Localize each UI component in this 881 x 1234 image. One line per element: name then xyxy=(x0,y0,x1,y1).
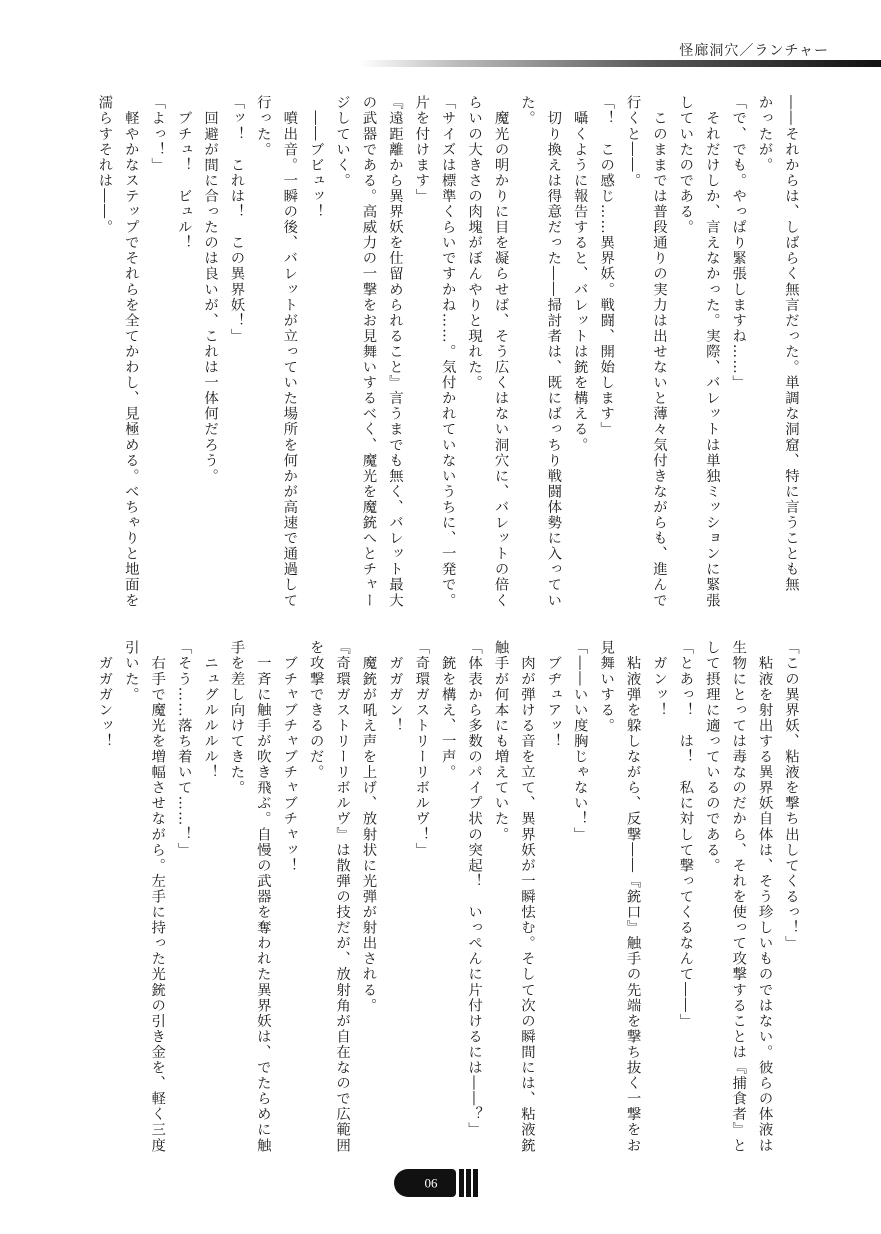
text-line: 濡らすそれは――。 xyxy=(96,95,113,235)
text-line: 右手で魔光を増幅させながら。左手に持った光銃の引き金を、軽く三度 xyxy=(149,640,166,1154)
text-line: ――それからは、しばらく無言だった。単調な洞窟、特に言うことも無 xyxy=(783,95,799,593)
text-line: 「――いい度胸じゃない！」 xyxy=(571,640,588,843)
text-line: ニュグルルルル！ xyxy=(202,640,219,780)
text-line: を攻撃できるのだ。 xyxy=(307,640,324,780)
text-line: 一斉に触手が吹き飛ぶ。自慢の武器を奪われた異界妖は、でたらめに触 xyxy=(254,640,271,1154)
text-line: 軽やかなステップでそれらを全てかわし、見極める。べちゃりと地面を xyxy=(122,95,139,609)
text-line: 「この異界妖、粘液を撃ち出してくるっ！」 xyxy=(783,640,799,951)
text-line: 「奇環ガストリーリボルヴ！」 xyxy=(413,640,430,858)
text-line: 『奇環ガストリーリボルヴ』は散弾の技だが、放射角が自在なので広範囲 xyxy=(334,640,351,1154)
text-line: ジしていく。 xyxy=(334,95,351,189)
text-line: 回避が間に合ったのは良いが、これは一体何だろう。 xyxy=(202,95,219,484)
text-line: 切り換えは得意だった――掃討者は、既にばっちり戦闘体勢に入ってい xyxy=(545,95,562,609)
text-line: 行くと――。 xyxy=(624,95,641,189)
text-line: 粘液弾を躱しながら、反撃――『銃口』触手の先端を撃ち抜く一撃をお xyxy=(624,640,641,1154)
text-line: 『遠距離から異界妖を仕留められること』言うまでも無く、バレット最大 xyxy=(386,95,403,609)
footer-bar xyxy=(473,1169,478,1197)
page-number: 90 xyxy=(424,1176,438,1191)
text-line: 触手が何本にも増えていた。 xyxy=(492,640,509,843)
text-line: た。 xyxy=(518,95,535,127)
text-line: このままでは普段通りの実力は出せないと薄々気付きながらも、進んで xyxy=(650,95,667,609)
text-line: 「で、でも。やっぱり緊張しますね……」 xyxy=(730,95,747,391)
text-line: ――ブビュッ！ xyxy=(307,95,324,220)
text-line: 肉が弾ける音を立て、異界妖が一瞬怯む。そして次の瞬間には、粘液銃 xyxy=(518,640,535,1154)
text-line: 噴出音。一瞬の後、バレットが立っていた場所を何かが高速で通過して xyxy=(281,95,298,609)
text-line: 「ッ！ これは！ この異界妖！」 xyxy=(228,95,245,344)
text-line: していたのである。 xyxy=(677,95,694,235)
text-line: 引いた。 xyxy=(122,640,139,703)
text-line: 「よっ！」 xyxy=(149,95,166,173)
text-line: 片を付けます」 xyxy=(413,95,430,204)
text-block-top xyxy=(84,95,804,610)
header-rule xyxy=(360,60,881,67)
text-line: 粘液を射出する異界妖自体は、そう珍しいものではない。彼らの体液は xyxy=(756,640,773,1154)
running-header-title: 怪廊洞穴／ランチャー xyxy=(679,43,829,59)
text-line: 「体表から多数のパイプ状の突起！ いっぺんに片付けるには――？」 xyxy=(466,640,483,1138)
text-line: 見舞いする。 xyxy=(598,640,615,734)
text-line: ブチャブチャブチャブチャッ！ xyxy=(281,640,298,874)
footer-bar xyxy=(466,1169,471,1197)
text-line: 「サイズは標準くらいですかね……。気付かれていないうちに、一発で。 xyxy=(439,95,456,609)
footer-bar xyxy=(459,1169,464,1197)
text-line: 魔光の明かりに目を凝らせば、そう広くはない洞穴に、バレットの倍く xyxy=(492,95,509,609)
text-line: かったが。 xyxy=(756,95,773,173)
text-line: 「！ この感じ……異界妖。戦闘、開始します」 xyxy=(598,95,615,438)
text-block-bottom xyxy=(84,640,804,1160)
text-line: それだけしか、言えなかった。実際、バレットは単独ミッションに緊張 xyxy=(703,95,720,609)
text-line: らいの大きさの肉塊がぼんやりと現れた。 xyxy=(466,95,483,391)
text-line: 囁くように報告すると、バレットは銃を構える。 xyxy=(571,95,588,453)
text-line: 生物にとっては毒なのだから、それを使って攻撃することは『捕食者』と xyxy=(730,640,747,1154)
text-line: 手を差し向けてきた。 xyxy=(228,640,245,796)
text-line: 行った。 xyxy=(254,95,271,158)
text-line: 「とあっ！ は！ 私に対して撃ってくるなんて――」 xyxy=(677,640,694,1029)
page-footer xyxy=(394,1169,486,1197)
text-line: ガガガンッ！ xyxy=(96,640,113,749)
text-line: 魔銃が吼え声を上げ、放射状に光弾が射出される。 xyxy=(360,640,377,1014)
text-line: の武器である。高威力の一撃をお見舞いするべく、魔光を魔銃へとチャー xyxy=(360,95,377,609)
text-line: ブチュ！ ビュル！ xyxy=(175,95,192,251)
text-line: ブヂュアッ！ xyxy=(545,640,562,749)
text-line: 「そう……落ち着いて……！」 xyxy=(175,640,192,858)
text-line: 銃を構え、一声。 xyxy=(439,640,456,780)
text-line: ガガガン！ xyxy=(386,640,403,734)
text-line: して摂理に適っているのである。 xyxy=(703,640,720,874)
text-line: ガンッ！ xyxy=(650,640,667,718)
